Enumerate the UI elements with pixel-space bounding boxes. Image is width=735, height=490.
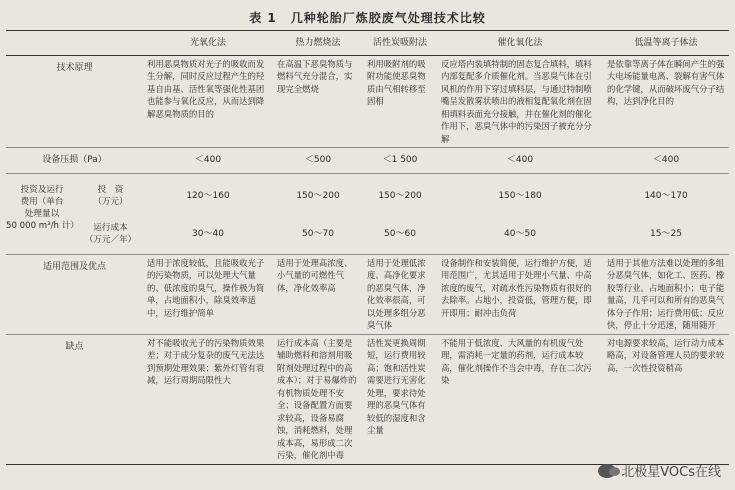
table-cell: 适用于其他方法难以处理的多组分恶臭气体，如化工、医药、橡胶等行业。占地面积小；电子能量高，几乎可以和所有的恶臭气体分子作用；运行费用低；反应快，停止十分迅速，随用随开: [603, 254, 729, 334]
row-label-line: 处理量以: [24, 208, 60, 219]
row-label: 技术原理: [6, 55, 143, 148]
table-number: 表 1: [249, 11, 277, 25]
table-title: [0, 9, 735, 26]
row-label: 缺点: [6, 334, 143, 464]
watermark: [598, 461, 721, 480]
table-row-pressure: [6, 148, 729, 174]
table-cell: 在高温下恶臭物质与燃料气充分混合，实现完全燃烧: [273, 55, 363, 148]
table-cell: 适用于浓度较低，且能吸收光子的污染物质，可以处理大气量的、低浓度的臭气，操作极为简单，占地面积小，除臭效率适中，运行维护简单: [143, 254, 273, 334]
table-cell: 活性炭更换周期短，运行费用较高；饱和活性炭需要进行无害化处理，要求待处理的恶臭气体有较低的湿度和含尘量: [363, 334, 437, 464]
table-cell: 140～170: [644, 190, 688, 201]
row-label-line: 50 000 m³/h 计）: [6, 220, 79, 231]
table-cell: 利用恶臭物质对光子的吸收而发生分解，同时反应过程产生的羟基自由基、活性氧等强化性基团也能参与氧化反应，从而达到降解恶臭物质的目的: [143, 55, 273, 148]
table-cell: 适用于处理低浓度、高净化要求的恶臭气体，净化效率很高，可以处理多组分恶臭气体: [363, 254, 437, 334]
table-cell: 50～60: [363, 216, 437, 255]
column-header: 光氧化法: [189, 38, 226, 48]
table-cell: ＜500: [273, 148, 363, 174]
row-label-line: 投资及运行: [20, 184, 64, 195]
table-cell: ＜400: [603, 148, 729, 174]
row-label: 设备压损（Pa）: [6, 148, 143, 174]
table-cell: 15～25: [603, 216, 729, 255]
watermark-text: 北极星VOCs在线: [621, 465, 721, 480]
table-cell: 利用吸附剂的吸附功能使恶臭物质由气相转移至固相: [363, 55, 437, 148]
wechat-logo-icon: [598, 464, 616, 478]
table-cell: 反应塔内装填特制的固态复合填料，填料内部复配多介质催化剂。当恶臭气体在引风机的作用下穿过填料层，与通过特制喷嘴呈发散雾状喷出的液相复配氧化剂在固相填料表面充分接触，并在催化剂的催化作用下，恶臭气体中的污染因子被充分分解: [437, 55, 603, 148]
table-row-principle: [6, 55, 729, 148]
table-cell: ＜400: [143, 148, 273, 174]
column-header: 活性炭吸附法: [372, 38, 427, 48]
row-label-cost: [6, 173, 78, 254]
comparison-table: [6, 30, 729, 465]
table-cell: 运行成本高（主要是辅助燃料和溶剂用吸附剂处理过程中的高成本）；对于易爆炸的有机物质处理不安全；设备配置方面要求较高，设备易腐蚀，消耗燃料，处理成本高，易形成二次污染，催化剂中毒: [273, 334, 363, 464]
row-label-line: 费用（单台: [20, 196, 64, 207]
column-header: 低温等离子体法: [634, 38, 698, 48]
table-cell: 适用于处理高浓度、小气量的可燃性气体，净化效率高: [273, 254, 363, 334]
table-row-advantages: [6, 254, 729, 334]
table-cell: 150～200: [296, 190, 340, 201]
table-row-operating: [6, 216, 729, 255]
sub-label-line: （万元）: [93, 196, 128, 207]
table-row-disadvantages: [6, 334, 729, 464]
table-cell: 是依靠等离子体在瞬间产生的强大电场能量电离、裂解有害气体的化学键，从而破坏废气分子结构，达到净化目的: [603, 55, 729, 148]
sub-label-line: 投 资: [97, 184, 124, 195]
column-header: 热力燃烧法: [295, 38, 341, 48]
column-header: 催化氧化法: [497, 38, 543, 48]
table-cell: 120～160: [186, 190, 230, 201]
table-cell: 不能用于低浓度、大风量的有机废气处理，需消耗一定量的药剂，运行成本较高，催化剂操作不当会中毒，存在二次污染: [437, 334, 603, 464]
table-cell: 150～200: [378, 190, 422, 201]
table-cell: 30～40: [143, 216, 273, 255]
sub-label-line: （万元／年）: [84, 234, 137, 245]
sub-label-line: 运行成本: [93, 222, 128, 233]
table-cell: 50～70: [273, 216, 363, 255]
table-title-text: 几种轮胎厂炼胶废气处理技术比较: [290, 11, 486, 25]
header-corner: [6, 31, 143, 56]
table-cell: 40～50: [437, 216, 603, 255]
table-cell: 150～180: [498, 190, 542, 201]
sub-label-investment: [78, 173, 143, 216]
header-row: [6, 31, 729, 56]
table-cell: ＜400: [437, 148, 603, 174]
table-cell: 对电源要求较高，运行动力成本略高，对设备管理人员的要求较高，一次性投资稍高: [603, 334, 729, 464]
table-cell: 对不能吸收光子的污染物质效果差；对于成分复杂的废气无法达到预期处理效果；紫外灯管有衰减，运行周期局限性大: [143, 334, 273, 464]
sub-label-operating: [78, 216, 143, 255]
table-cell: ＜1 500: [363, 148, 437, 174]
table-row-investment: [6, 173, 729, 216]
row-label: 适用范围及优点: [6, 254, 143, 334]
table-cell: 设备制作和安装简便，运行维护方便，适用范围广，尤其适用于处理小气量、中高浓度的废气，对疏水性污染物质有很好的去除率。占地小，投资低，管理方便，即开即用；耐冲击负荷: [437, 254, 603, 334]
